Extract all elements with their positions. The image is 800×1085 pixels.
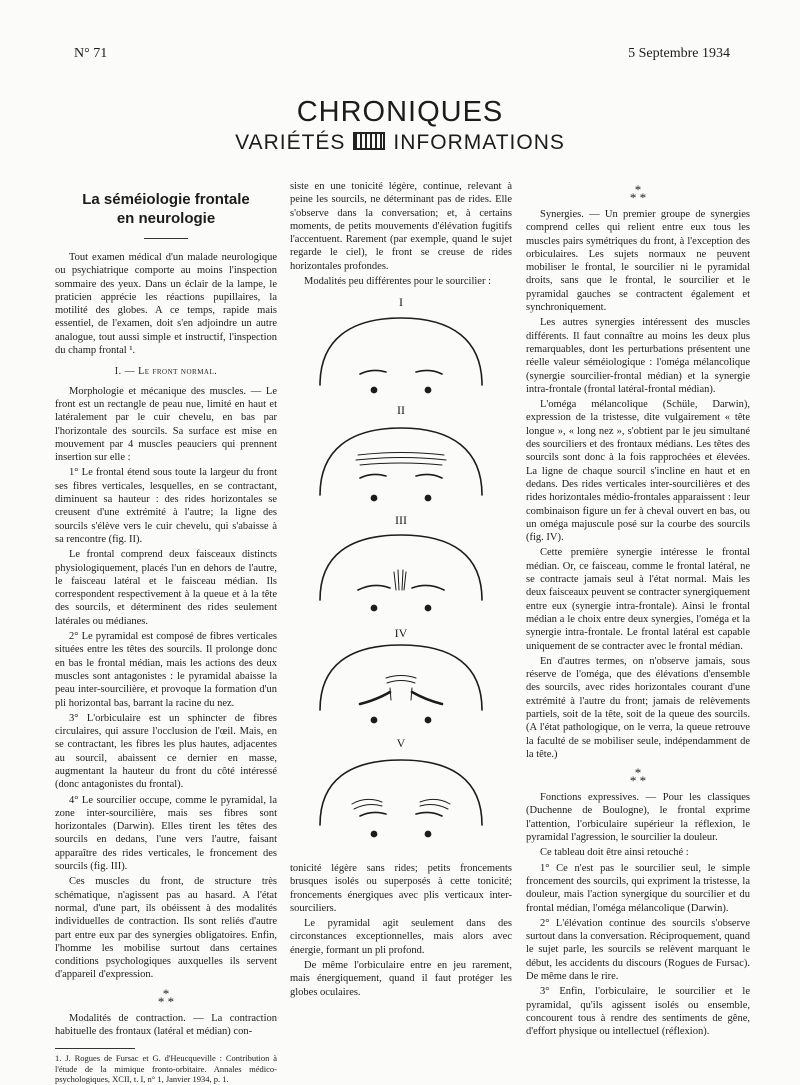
- omega-sides-IV: [390, 688, 412, 700]
- ornament-icon: [353, 132, 385, 150]
- paragraph: 2° Le pyramidal est composé de fibres verticales situées entre les têtes des sourcils. Il prolonge donc en bas le frontal médian, mais les actions des deux muscles sont antagonistes : le pyramidal abaisse la peau inter-sourcilière, et provoque la formation d'un pli horizontal bas, barrant la racine du nez.: [55, 631, 277, 709]
- column-2: [290, 180, 512, 290]
- paragraph: L'oméga mélancolique (Schüle, Darwin), expression de la tristesse, dite vulgairement « tête longue », « long nez », s'obtient par le jeu simultané des sourciliers et des frontaux médians. Les têtes des sourcils sont donc à la fois rapprochées et élevées. La ligne de chaque sourcil s'incline en haut et en dedans. Des rides verticales inter-sourcilières et des rides horizontales médio-frontales apparaissent : leur combinaison figure un fer à cheval ouvert en bas, ou un oméga majuscule posé sur la courbe des sourcils (fig. IV).: [526, 399, 750, 544]
- eye-right-II: [425, 495, 430, 500]
- eyebrows-V: [360, 812, 442, 816]
- paragraph: Le frontal comprend deux faisceaux distincts physiologiquement, placés l'un en dehors de l'autre, le faisceau latéral et le faisceau médian. Ils correspondent respectivement à la queue et à la tête des sourcils, et déterminent des rides seulement latérales ou médianes.: [55, 549, 277, 627]
- figure-label-V: V: [396, 736, 406, 750]
- paragraph: 1° Ce n'est pas le sourcilier seul, le simple froncement des sourcils, qui expriment la tristesse, la douleur, mais l'action synergique du sourcilier et du frontal médian, l'oméga mélancolique (Darwin).: [526, 862, 750, 914]
- eyebrows-II: [360, 474, 442, 478]
- paragraph: De même l'orbiculaire entre en jeu rarement, mais énergiquement, quand il faut protéger les globes oculaires.: [290, 960, 512, 998]
- eye-left-I: [371, 387, 376, 392]
- frown-lines-III: [394, 570, 406, 590]
- masthead-informations: INFORMATIONS: [393, 131, 565, 154]
- paragraph: Le pyramidal agit seulement dans des circonstances exceptionnelles, mais alors avec énergie, formant un pli profond.: [290, 918, 512, 956]
- lateral-wrinkles-V: [352, 799, 450, 809]
- figure-label-IV: IV: [394, 626, 408, 640]
- eye-right-V: [425, 831, 430, 836]
- eye-left-IV: [371, 717, 376, 722]
- paragraph: Modalités peu différentes pour le sourcilier :: [304, 276, 492, 288]
- paragraph: Tout examen médical d'un malade neurologique ou psychiatrique comporte au moins l'inspection sommaire des yeux. Dans un éclair de la lampe, le praticien apprécie les réactions pupillaires, la motilité des globes. A ce temps, rapide mais essentiel, de l'examen, doit s'en adjoindre un autre analogue, tout aussi simple et instructif, l'inspection du champ frontal ¹.: [55, 252, 277, 357]
- eyebrows-III: [358, 585, 444, 590]
- section-heading: I. — Le front normal.: [114, 366, 218, 378]
- forehead-outline-II: [320, 428, 482, 495]
- paragraph: 4° Le sourcilier occupe, comme le pyramidal, la zone inter-sourcilière, mais ses fibres sont horizontales (Darwin). Elles tirent les têtes des sourcils en dedans, l'une vers l'autre, faisant apparaître des rides verticales, le froncement des sourcils (fig. III).: [55, 794, 277, 873]
- eye-right-I: [425, 387, 430, 392]
- eye-left-V: [371, 831, 376, 836]
- forehead-figures: [290, 290, 512, 850]
- paragraph: Ces muscles du front, de structure très schématique, n'agissent pas au hasard. A l'état normal, d'une part, ils obéissent à des modalités individuelles de contraction. Ils sont reliés d'autre part entre eux par des synergies obligatoires. Enfin, l'homme les mobilise surtout dans certaines conditions psychologiques auxquelles ils servent d'appareil d'expression.: [55, 876, 277, 981]
- paragraph: tonicité légère sans rides; petits froncements brusques isolés ou superposés à cette tonicité; froncements énergiques avec plis verticaux inter-sourciliers.: [290, 863, 512, 914]
- paragraph: Modalités de contraction. — La contraction habituelle des frontaux (latéral et médian) con-: [55, 1012, 277, 1038]
- paragraph: Fonctions expressives. — Pour les classiques (Duchenne de Boulogne), le frontal exprime l'attention, l'orbiculaire supérieur la réflexion, le pyramidal l'agression, le sourcilier la douleur.: [526, 792, 750, 844]
- eye-right-III: [425, 605, 430, 610]
- figure-label-I: I: [399, 295, 403, 309]
- footnote-divider: [55, 1048, 135, 1049]
- section-stars: * * *: [629, 182, 647, 205]
- eye-right-IV: [425, 717, 430, 722]
- masthead-varietes: VARIÉTÉS: [235, 131, 346, 154]
- masthead-subtitle: [0, 131, 800, 155]
- issue-number: N° 71: [74, 46, 108, 61]
- paragraph: En d'autres termes, on n'observe jamais, sous réserve de l'oméga, que des élévations d'ensemble des sourcils, avec rides horizontales courant d'une extrémité à l'autre du front; jamais de relèvements partiels, soit de la tête, soit de la queue des sourcils. (A l'état pathologique, on le verra, la queue retrouve la faculté de se mobiliser seule, indépendamment de la tête.): [526, 655, 750, 760]
- eye-left-III: [371, 605, 376, 610]
- paragraph: Les autres synergies intéressent des muscles différents. Il faut connaître au moins les deux plus remarquables, dont les perturbations présentent une réelle valeur séméiologique : l'oméga mélancolique (synergie sourcilier-frontal médian) et la synergie intra-frontale (frontal latéral-frontal médian).: [526, 317, 750, 395]
- figure-label-II: II: [397, 403, 405, 417]
- title-divider: [144, 238, 188, 239]
- paragraph: 3° Enfin, l'orbiculaire, le sourcilier et le pyramidal, qu'ils agissent isolés ou ensemble, concourent tous à rendre des sentiments de gêne, d'effort physique ou intellectuel (réflexion).: [526, 986, 750, 1038]
- column-2-continued: [290, 862, 512, 1001]
- column-1: [55, 190, 277, 1085]
- paragraph: 3° L'orbiculaire est un sphincter de fibres circulaires, qui assure l'occlusion de l'œil. Mais, en se contractant, les fibres les plus hautes, adjacentes au sourcil, abaissent ce dernier en masse, augmentant la hauteur du front du côté intéressé (donc antagonistes du frontal).: [55, 712, 277, 791]
- eye-left-II: [371, 495, 376, 500]
- figure-label-III: III: [395, 513, 407, 527]
- eyebrows-IV: [360, 692, 442, 704]
- forehead-outline-IV: [320, 645, 482, 710]
- issue-date: 5 Septembre 1934: [628, 46, 730, 61]
- paragraph: 1° Le frontal étend sous toute la largeur du front ses fibres verticales, lesquelles, en se contractant, diminuent sa hauteur : des rides horizontales se creusent d'une extrémité à l'autre; la ligne des sourcils s'élève vers le cuir chevelu, qui s'abaisse à sa rencontre (fig. II).: [55, 467, 277, 545]
- paragraph: 2° L'élévation continue des sourcils s'observe surtout dans la conversation. Réciproquement, quand le sujet parle, les sourcils se relèvent marquant le début, les accidents du discours (Rogues de Fursac). De même dans le rire.: [526, 917, 750, 983]
- article-title: La séméiologie frontale en neurologie: [82, 191, 250, 227]
- forehead-outline-V: [320, 760, 482, 825]
- paragraph: siste en une tonicité légère, continue, relevant à peine les sourcils, ne déterminant pas de rides. Elle s'observe dans la conversation; et, à certains moments, de petits mouvements d'élévation fugitifs l'accentuent. Rarement (par exemple, quand le sujet regarde le ciel), le front se creuse de rides horizontales profondes.: [290, 181, 512, 272]
- omega-wrinkles-IV: [386, 676, 416, 684]
- paragraph: Synergies. — Un premier groupe de synergies comprend celles qui relient entre eux tous les muscles pairs symétriques du front, à l'exception des orbiculaires. Les sujets normaux ne peuvent mobiliser le frontal, le sourcilier ni le pyramidal droits, sans que le frontal, le sourcilier et le pyramidal gauches se contractent également et synchroniquement.: [526, 209, 750, 314]
- forehead-outline-I: [320, 318, 482, 385]
- paragraph: Cette première synergie intéresse le frontal médian. Or, ce faisceau, comme le frontal latéral, ne se contracte jamais seul à l'état normal. Mais les deux faisceaux peuvent se contracter synergiquement entre eux (synergie intra-frontale). Ainsi le frontal médian a le choix entre deux synergies, l'oméga et la synergie intra-frontale. Le frontal latéral est capable uniquement de se contracter avec le frontal médian.: [526, 547, 751, 652]
- footnote: 1. J. Rogues de Fursac et G. d'Heucqueville : Contribution à l'étude de la mimique fronto-orbitaire. Annales médico-psychologiques, XCII, t. I, n° 1, Janvier 1934, p. 1.: [55, 1053, 277, 1085]
- eyebrows-I: [360, 370, 442, 374]
- forehead-wrinkles-II: [356, 453, 446, 466]
- paragraph: Ce tableau doit être ainsi retouché :: [540, 847, 689, 859]
- forehead-outline-III: [320, 535, 482, 600]
- column-3: [526, 182, 751, 1041]
- section-stars: * * *: [157, 985, 175, 1009]
- section-stars: * * *: [629, 765, 647, 789]
- masthead-title: CHRONIQUES: [296, 96, 504, 128]
- paragraph: Morphologie et mécanique des muscles. — Le front est un rectangle de peau nue, limité en haut et latéralement par le cuir chevelu, en bas par l'horizontale des sourcils. Sa surface est mise en mouvement par 4 muscles peauciers qui prennent insertion sur elle :: [55, 385, 277, 464]
